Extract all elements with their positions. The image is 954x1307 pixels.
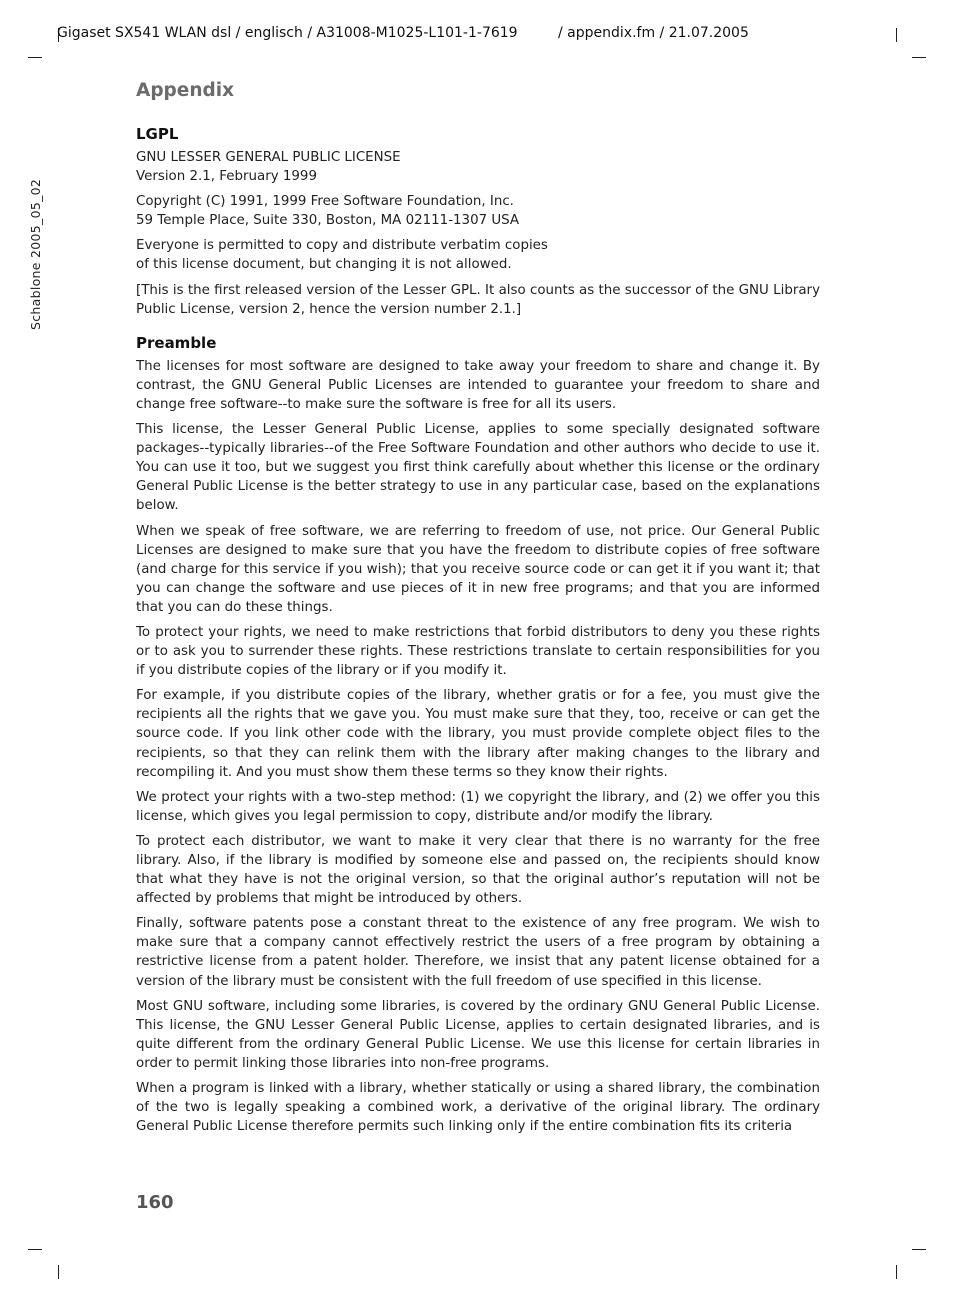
preamble-paragraph: Finally, software patents pose a constant threat to the existence of any free program. We wish to make sure that a company cannot effectively restrict the users of a free program by obtaining a restrictive license from a patent holder. Therefore, we insist that any patent license obtained for a version of the library must be consistent with the full freedom of use specified in this license. bbox=[136, 916, 820, 989]
preamble-paragraph: We protect your rights with a two-step method: (1) we copyright the library, and (2) we offer you this license, which gives you legal permission to copy, distribute and/or modify the library. bbox=[136, 789, 820, 824]
section-title: Appendix bbox=[136, 80, 235, 101]
license-title-paragraph: GNU LESSER GENERAL PUBLIC LICENSE Version 2.1, February 1999 bbox=[136, 150, 401, 185]
preamble-paragraph: To protect your rights, we need to make restrictions that forbid distributors to deny you these rights or to ask you to surrender these rights. These restrictions translate to certain responsibilities for you if you distribute copies of the library or if you modify it. bbox=[136, 624, 820, 679]
header-file-date: / appendix.fm / 21.07.2005 bbox=[558, 25, 749, 41]
crop-mark-bottom-right-horizontal bbox=[912, 1249, 926, 1250]
preamble-paragraph: When a program is linked with a library, whether statically or using a shared library, the combination of the two is legally speaking a combined work, a derivative of the original library. The ordinary General Public License therefore permits such linking only if the entire combination fits its criteria bbox=[136, 1081, 820, 1135]
permission-paragraph: Everyone is permitted to copy and distribute verbatim copies of this license document, but changing it is not allowed. bbox=[136, 238, 548, 273]
preamble-heading: Preamble bbox=[136, 333, 217, 352]
preamble-paragraph: Most GNU software, including some libraries, is covered by the ordinary GNU General Public License. This license, the GNU Lesser General Public License, applies to certain designated libraries, and is quite different from the ordinary General Public License. We use this license for certain libraries in order to permit linking those libraries into non-free programs. bbox=[136, 998, 820, 1071]
header-document-info: Gigaset SX541 WLAN dsl / englisch / A31008-M1025-L101-1-7619 bbox=[57, 25, 518, 41]
preamble-paragraph: For example, if you distribute copies of the library, whether gratis or for a fee, you must give the recipients all the rights that we gave you. You must make sure that they, too, receive or can get the source code. If you link other code with the library, you must provide complete object files to the recipients, so that they can relink them with the library after making changes to the library and recompiling it. And you must show them these terms so they know their rights. bbox=[136, 688, 820, 780]
preamble-paragraph: To protect each distributor, we want to make it very clear that there is no warranty for the free library. Also, if the library is modified by someone else and passed on, the recipients should know that what they have is not the original version, so that the original author’s reputation will not be affected by problems that might be introduced by others. bbox=[136, 833, 820, 907]
page-body bbox=[136, 124, 820, 1142]
copyright-paragraph: Copyright (C) 1991, 1999 Free Software Foundation, Inc. 59 Temple Place, Suite 330, Boston, MA 02111-1307 USA bbox=[136, 194, 520, 229]
version-note-paragraph: [This is the first released version of the Lesser GPL. It also counts as the successor of the GNU Library Public License, version 2, hence the version number 2.1.] bbox=[136, 282, 820, 317]
preamble-paragraph: This license, the Lesser General Public License, applies to some specially designated software packages--typically libraries--of the Free Software Foundation and other authors who decide to use it. You can use it too, but we suggest you first think carefully about whether this license or the ordinary General Public License is the better strategy to use in any particular case, based on the explanations below. bbox=[136, 422, 820, 514]
crop-mark-bottom-left-horizontal bbox=[28, 1249, 42, 1250]
crop-mark-bottom-left-vertical bbox=[58, 1265, 59, 1279]
crop-mark-top-left-horizontal bbox=[28, 57, 42, 58]
lgpl-heading: LGPL bbox=[136, 125, 179, 143]
template-side-label: Schablone 2005_05_02 bbox=[28, 178, 43, 330]
crop-mark-bottom-right-vertical bbox=[896, 1265, 897, 1279]
preamble-paragraph: The licenses for most software are designed to take away your freedom to share and change it. By contrast, the GNU General Public Licenses are intended to guarantee your freedom to share and change free software--to make sure the software is free for all its users. bbox=[136, 358, 820, 412]
page-number: 160 bbox=[136, 1192, 174, 1213]
crop-mark-top-right-vertical bbox=[896, 28, 897, 42]
crop-mark-top-right-horizontal bbox=[912, 57, 926, 58]
preamble-paragraph: When we speak of free software, we are referring to freedom of use, not price. Our General Public Licenses are designed to make sure that you have the freedom to distribute copies of free software (and charge for this service if you wish); that you receive source code or can get it if you want it; that you can change the software and use pieces of it in new free programs; and that you are informed that you can do these things. bbox=[136, 523, 820, 615]
